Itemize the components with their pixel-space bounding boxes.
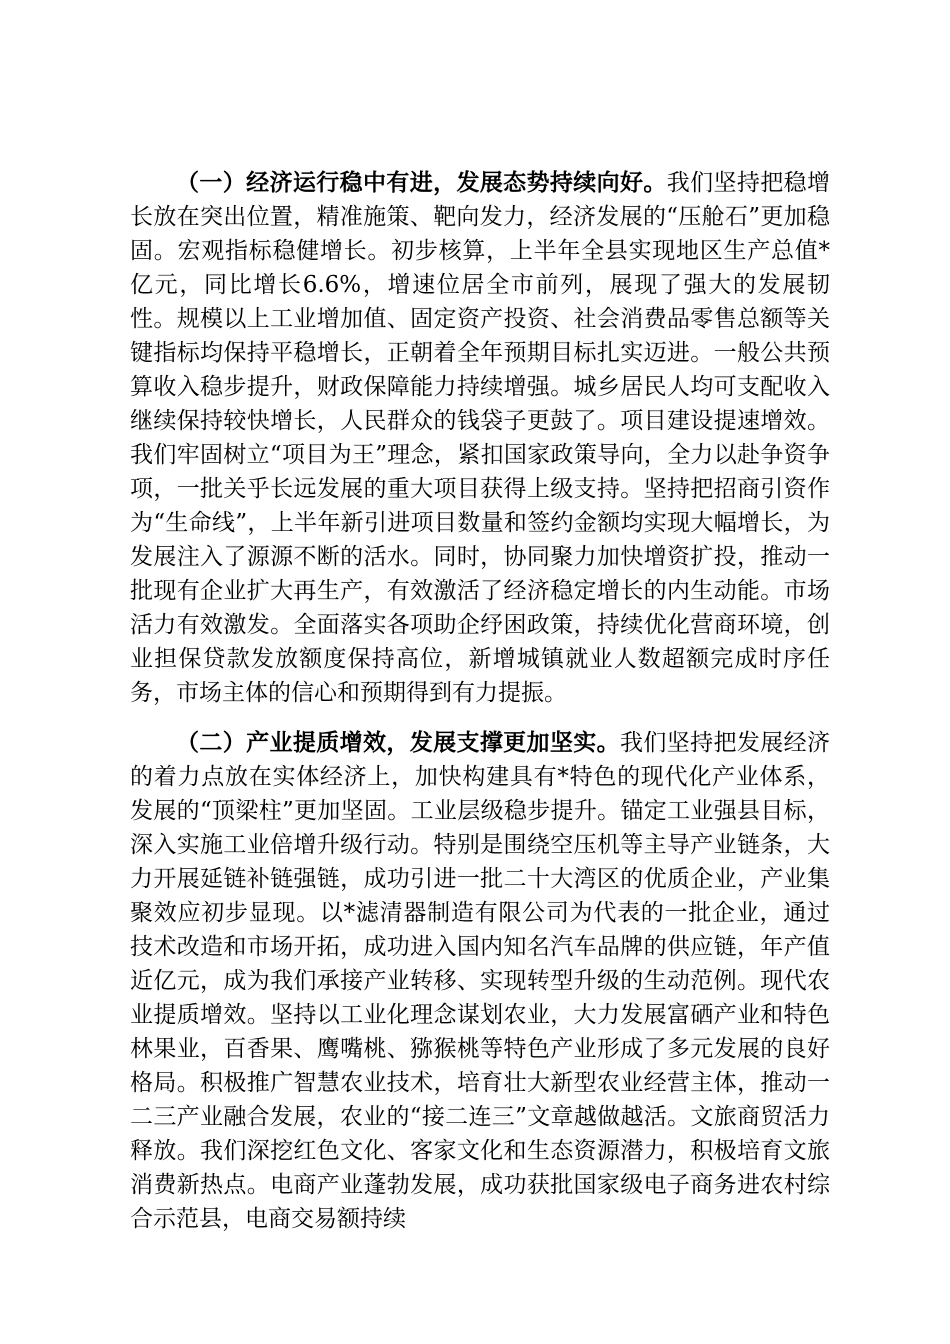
- paragraph-industry: [130, 726, 830, 1236]
- document-page: [130, 166, 830, 1236]
- paragraph-heading: （二）产业提质增效，发展支撑更加坚实。: [176, 729, 621, 756]
- paragraph-economy: [130, 166, 830, 710]
- paragraph-body: 我们坚持把发展经济的着力点放在实体经济上，加快构建具有*特色的现代化产业体系，发展的“顶梁柱”更加坚固。工业层级稳步提升。锚定工业强县目标，深入实施工业倍增升级行动。特别是围绕空压机等主导产业链条，大力开展延链补链强链，成功引进一批二十大湾区的优质企业，产业集聚效应初步显现。以*滤清器制造有限公司为代表的一批企业，通过技术改造和市场开拓，成功进入国内知名汽车品牌的供应链，年产值近亿元，成为我们承接产业转移、实现转型升级的生动范例。现代农业提质增效。坚持以工业化理念谋划农业，大力发展富硒产业和特色林果业，百香果、鹰嘴桃、猕猴桃等特色产业形成了多元发展的良好格局。积极推广智慧农业技术，培育壮大新型农业经营主体，推动一二三产业融合发展，农业的“接二连三”文章越做越活。文旅商贸活力释放。我们深挖红色文化、客家文化和生态资源潜力，积极培育文旅消费新热点。电商产业蓬勃发展，成功获批国家级电子商务进农村综合示范县，电商交易额持续: [130, 730, 831, 1232]
- paragraph-heading: （一）经济运行稳中有进，发展态势持续向好。: [176, 169, 667, 196]
- paragraph-body: 我们坚持把稳增长放在突出位置，精准施策、靶向发力，经济发展的“压舱石”更加稳固。宏观指标稳健增长。初步核算，上半年全县实现地区生产总值*亿元，同比增长6.6%，增速位居全市前列，展现了强大的发展韧性。规模以上工业增加值、固定资产投资、社会消费品零售总额等关键指标均保持平稳增长，正朝着全年预期目标扎实迈进。一般公共预算收入稳步提升，财政保障能力持续增强。城乡居民人均可支配收入继续保持较快增长，人民群众的钱袋子更鼓了。项目建设提速增效。我们牢固树立“项目为王”理念，紧扣国家政策导向，全力以赴争资争项，一批关乎长远发展的重大项目获得上级支持。坚持把招商引资作为“生命线”，上半年新引进项目数量和签约金额均实现大幅增长，为发展注入了源源不断的活水。同时，协同聚力加快增资扩投，推动一批现有企业扩大再生产，有效激活了经济稳定增长的内生动能。市场活力有效激发。全面落实各项助企纾困政策，持续优化营商环境，创业担保贷款发放额度保持高位，新增城镇就业人数超额完成时序任务，市场主体的信心和预期得到有力提振。: [130, 170, 831, 706]
